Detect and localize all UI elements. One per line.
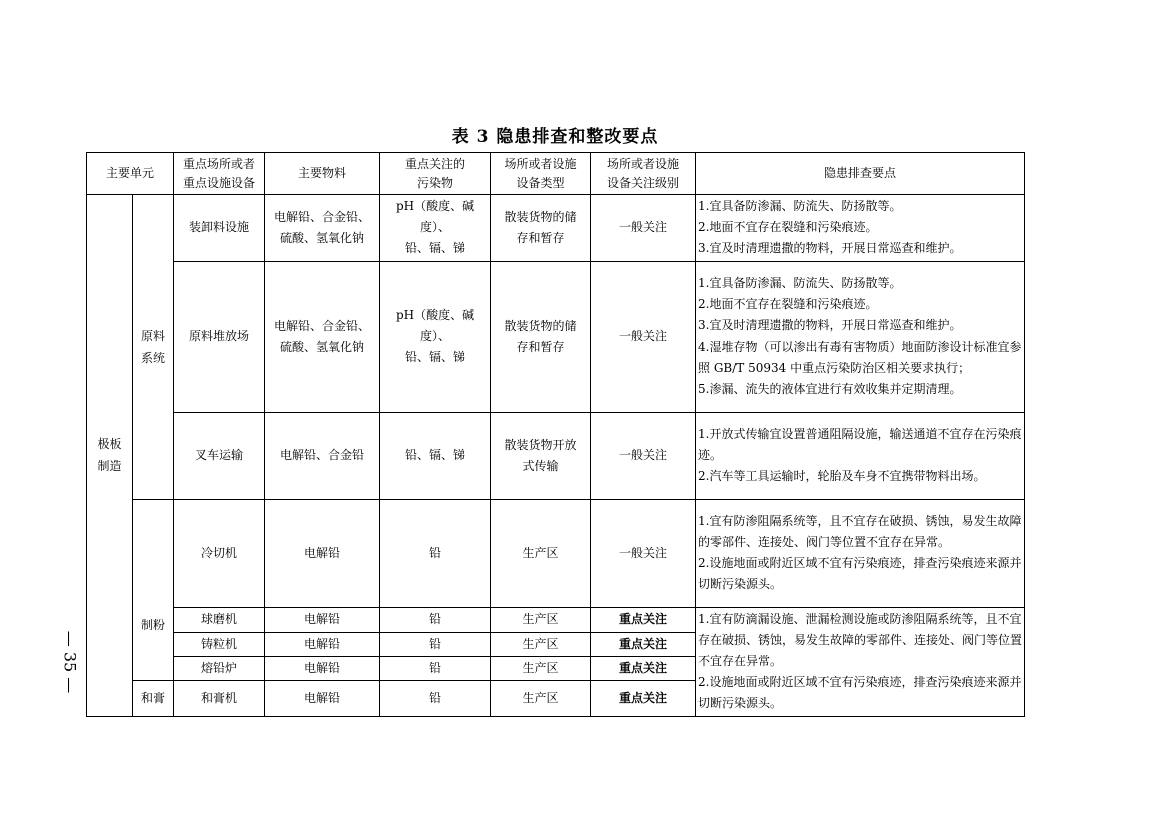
type-cell: 生产区	[491, 680, 591, 716]
level-cell-key: 重点关注	[591, 632, 696, 656]
material-cell: 电解铅、合金铅、 硫酸、氢氧化钠	[265, 261, 380, 412]
shared-points-cell	[696, 607, 1025, 716]
point-item: 1.宜具备防渗漏、防流失、防扬散等。	[698, 199, 902, 213]
point-item: 2.地面不宜存在裂缝和污染痕迹。	[698, 297, 878, 312]
pollutant-cell: 铅	[380, 499, 491, 607]
pollutant-cell: 铅	[380, 656, 491, 680]
type-cell: 生产区	[491, 632, 591, 656]
points-cell	[696, 261, 1025, 412]
table-row	[87, 412, 1025, 499]
point-item: 1.开放式传输宜设置普通阻隔设施，输送通道不宜存在污染痕迹。	[698, 426, 1022, 462]
point-item: 1.宜有防渗阻隔系统等，且不宜存在破损、锈蚀，易发生故障的零部件、连接处、阀门等位置不宜存在异常。	[698, 513, 1022, 549]
type-cell: 散装货物开放 式传输	[491, 412, 591, 499]
material-cell: 电解铅、合金铅、 硫酸、氢氧化钠	[265, 195, 380, 262]
point-item: 2.地面不宜存在裂缝和污染痕迹。	[698, 220, 878, 235]
table-row	[87, 607, 1025, 632]
header-points: 隐患排查要点	[696, 153, 1025, 195]
pollutant-cell: pH（酸度、碱度）、 铅、镉、锑	[380, 261, 491, 412]
facility-cell: 叉车运输	[174, 412, 265, 499]
level-cell-key: 重点关注	[591, 680, 696, 716]
material-cell: 电解铅	[265, 607, 380, 632]
facility-cell: 熔铅炉	[174, 656, 265, 680]
pollutant-cell: 铅、镉、锑	[380, 412, 491, 499]
point-item: 2.汽车等工具运输时，轮胎及车身不宜携带物料出场。	[698, 469, 986, 484]
group-raw: 原料 系统	[133, 195, 174, 500]
type-cell: 生产区	[491, 607, 591, 632]
type-cell: 散装货物的储 存和暂存	[491, 261, 591, 412]
facility-cell: 装卸料设施	[174, 195, 265, 262]
type-cell: 散装货物的储 存和暂存	[491, 195, 591, 262]
pollutant-cell: pH（酸度、碱度）、 铅、镉、锑	[380, 195, 491, 262]
level-cell: 一般关注	[591, 195, 696, 262]
header-facility: 重点场所或者 重点设施设备	[174, 153, 265, 195]
point-item: 3.宜及时清理遗撒的物料，开展日常巡查和维护。	[698, 241, 962, 256]
header-unit: 主要单元	[87, 153, 174, 195]
pollutant-cell: 铅	[380, 607, 491, 632]
group-paste: 和膏	[133, 680, 174, 716]
facility-cell: 原料堆放场	[174, 261, 265, 412]
material-cell: 电解铅	[265, 632, 380, 656]
point-item: 2.设施地面或附近区域不宜有污染痕迹，排查污染痕迹来源并切断污染源头。	[698, 556, 1022, 592]
facility-cell: 和膏机	[174, 680, 265, 716]
material-cell: 电解铅	[265, 656, 380, 680]
facility-cell: 冷切机	[174, 499, 265, 607]
point-item: 1.宜具备防渗漏、防流失、防扬散等。	[698, 276, 902, 290]
points-cell	[696, 499, 1025, 607]
points-cell	[696, 195, 1025, 262]
level-cell: 一般关注	[591, 499, 696, 607]
pollutant-cell: 铅	[380, 632, 491, 656]
material-cell: 电解铅	[265, 680, 380, 716]
level-cell-key: 重点关注	[591, 656, 696, 680]
material-cell: 电解铅、合金铅	[265, 412, 380, 499]
header-level: 场所或者设施 设备关注级别	[591, 153, 696, 195]
table-row	[87, 499, 1025, 607]
points-cell	[696, 412, 1025, 499]
header-pollutant: 重点关注的 污染物	[380, 153, 491, 195]
header-material: 主要物料	[265, 153, 380, 195]
table-row	[87, 195, 1025, 262]
facility-cell: 铸粒机	[174, 632, 265, 656]
type-cell: 生产区	[491, 499, 591, 607]
group-powder: 制粉	[133, 499, 174, 680]
header-type: 场所或者设施 设备类型	[491, 153, 591, 195]
page-number: — 35 —	[60, 630, 80, 694]
type-cell: 生产区	[491, 656, 591, 680]
facility-cell: 球磨机	[174, 607, 265, 632]
header-row	[87, 153, 1025, 195]
table-title: 表 3 隐患排查和整改要点	[451, 127, 659, 147]
pollutant-cell: 铅	[380, 680, 491, 716]
level-cell: 一般关注	[591, 412, 696, 499]
point-item: 5.渗漏、流失的液体宜进行有效收集并定期清理。	[698, 382, 962, 397]
hazard-table	[86, 152, 1025, 717]
point-item: 1.宜有防滴漏设施、泄漏检测设施或防渗阻隔系统等，且不宜存在破损、锈蚀，易发生故障的零部件、连接处、阀门等位置不宜存在异常。	[698, 611, 1023, 669]
point-item: 4.湿堆存物（可以渗出有毒有害物质）地面防渗设计标准宜参照 GB/T 50934 中重点污染防治区相关要求执行；	[698, 339, 1022, 375]
level-cell-key: 重点关注	[591, 607, 696, 632]
point-item: 2.设施地面或附近区域不宜有污染痕迹，排查污染痕迹来源并切断污染源头。	[698, 675, 1022, 711]
table-row	[87, 261, 1025, 412]
point-item: 3.宜及时清理遗撒的物料，开展日常巡查和维护。	[698, 318, 962, 333]
level-cell: 一般关注	[591, 261, 696, 412]
unit-main: 极板 制造	[87, 195, 133, 717]
material-cell: 电解铅	[265, 499, 380, 607]
